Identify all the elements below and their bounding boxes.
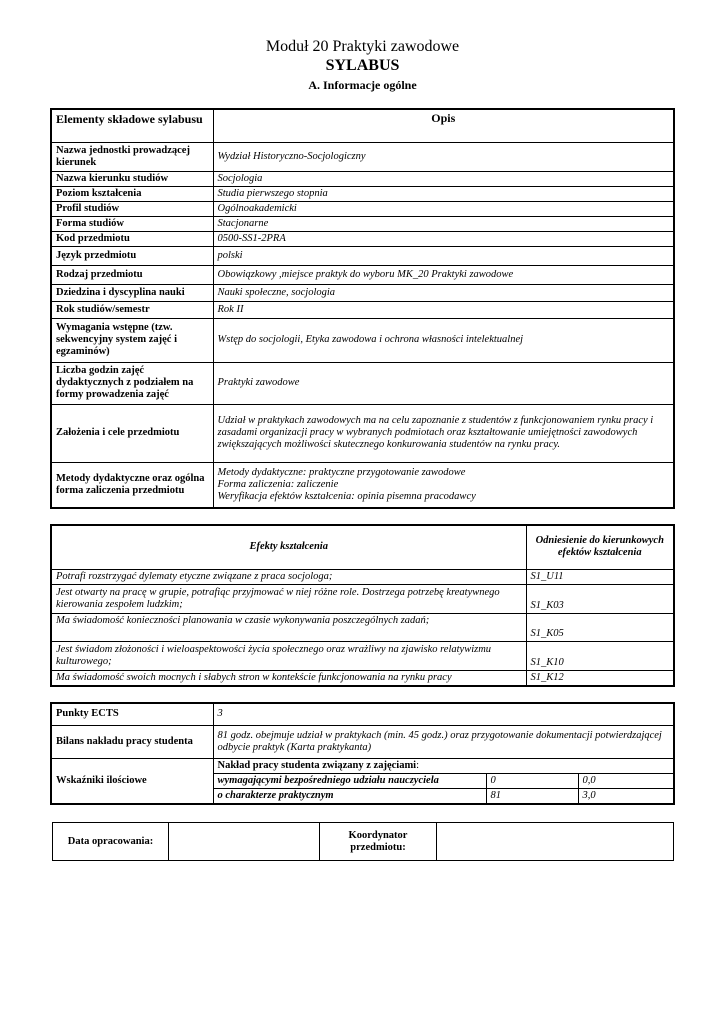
table-header-row bbox=[51, 525, 674, 569]
table-row bbox=[51, 231, 674, 246]
row-label: Język przedmiotu bbox=[51, 246, 213, 265]
table-row bbox=[53, 823, 674, 861]
table-row bbox=[51, 703, 674, 725]
value-line: Metody dydaktyczne: praktyczne przygotowanie zawodowe bbox=[217, 466, 466, 478]
general-info-table bbox=[50, 108, 675, 509]
column-header-reference: Odniesienie do kierunkowych efektów kształcenia bbox=[526, 525, 674, 569]
coordinator-label: Koordynator przedmiotu: bbox=[320, 823, 437, 861]
workload-ects: 3,0 bbox=[578, 788, 674, 804]
column-header-elements: Elementy składowe sylabusu bbox=[51, 109, 213, 142]
row-value: Wydział Historyczno-Socjologiczny bbox=[213, 142, 674, 171]
learning-outcomes-table bbox=[50, 524, 675, 687]
row-value: Wstęp do socjologii, Etyka zawodowa i ochrona własności intelektualnej bbox=[213, 318, 674, 362]
workload-row-label: o charakterze praktycznym bbox=[213, 788, 486, 804]
table-row bbox=[51, 641, 674, 670]
table-row bbox=[51, 670, 674, 686]
outcome-text: Jest otwarty na pracę w grupie, potrafiąc przyjmować w niej różne role. Dostrzega potrzebę kreatywnego kierowania zespołem ludzkim; bbox=[51, 584, 526, 613]
workload-balance-label: Bilans nakładu pracy studenta bbox=[51, 725, 213, 758]
outcome-code: S1_K03 bbox=[526, 584, 674, 613]
table-row bbox=[51, 613, 674, 641]
row-value: Studia pierwszego stopnia bbox=[213, 186, 674, 201]
row-value: Udział w praktykach zawodowych ma na celu zapoznanie z studentów z funkcjonowaniem rynku pracy i zasadami organizacji pracy w wybranych podmiotach oraz kształtowanie umiejętności zawodowych zwiększających możliwości skutecznego konkurowania studentów na rynku pracy. bbox=[213, 404, 674, 462]
indicators-label: Wskaźniki ilościowe bbox=[51, 758, 213, 804]
table-row bbox=[51, 725, 674, 758]
row-label: Wymagania wstępne (tzw. sekwencyjny system zajęć i egzaminów) bbox=[51, 318, 213, 362]
outcome-text: Ma świadomość konieczności planowania w czasie wykonywania poszczególnych zadań; bbox=[51, 613, 526, 641]
signature-table bbox=[52, 822, 674, 861]
row-label: Dziedzina i dyscyplina nauki bbox=[51, 284, 213, 301]
row-value: Stacjonarne bbox=[213, 216, 674, 231]
outcome-text: Jest świadom złożoności i wieloaspektowości życia społecznego oraz wrażliwy na zjawisko relatywizmu kulturowego; bbox=[51, 641, 526, 670]
table-row bbox=[51, 265, 674, 284]
table-row bbox=[51, 216, 674, 231]
row-label: Forma studiów bbox=[51, 216, 213, 231]
row-value: Nauki społeczne, socjologia bbox=[213, 284, 674, 301]
outcome-code: S1_K12 bbox=[526, 670, 674, 686]
row-value: polski bbox=[213, 246, 674, 265]
ects-table bbox=[50, 702, 675, 805]
row-value: 0500-SS1-2PRA bbox=[213, 231, 674, 246]
table-row bbox=[51, 318, 674, 362]
outcome-text: Potrafi rozstrzygać dylematy etyczne związane z praca socjologa; bbox=[51, 569, 526, 584]
table-row bbox=[51, 569, 674, 584]
table-row bbox=[51, 201, 674, 216]
coordinator-value bbox=[437, 823, 674, 861]
row-label: Metody dydaktyczne oraz ogólna forma zaliczenia przedmiotu bbox=[51, 462, 213, 508]
table-row bbox=[51, 404, 674, 462]
outcome-text: Ma świadomość swoich mocnych i słabych stron w kontekście funkcjonowania na rynku pracy bbox=[51, 670, 526, 686]
row-label: Rodzaj przedmiotu bbox=[51, 265, 213, 284]
document-title: Moduł 20 Praktyki zawodowe bbox=[265, 38, 460, 55]
ects-points-label: Punkty ECTS bbox=[51, 703, 213, 725]
date-label: Data opracowania: bbox=[53, 823, 169, 861]
table-row bbox=[51, 362, 674, 404]
outcome-code: S1_U11 bbox=[526, 569, 674, 584]
row-label: Liczba godzin zajęć dydaktycznych z podziałem na formy prowadzenia zajęć bbox=[51, 362, 213, 404]
table-row bbox=[51, 186, 674, 201]
row-label: Założenia i cele przedmiotu bbox=[51, 404, 213, 462]
row-value: Obowiązkowy ,miejsce praktyk do wyboru MK_20 Praktyki zawodowe bbox=[213, 265, 674, 284]
table-row bbox=[51, 171, 674, 186]
column-header-description: Opis bbox=[213, 109, 674, 142]
row-label: Nazwa kierunku studiów bbox=[51, 171, 213, 186]
workload-balance-value: 81 godz. obejmuje udział w praktykach (min. 45 godz.) oraz przygotowanie dokumentacji potwierdzającej odbycie praktyk (Karta praktykanta) bbox=[213, 725, 674, 758]
workload-ects: 0,0 bbox=[578, 773, 674, 788]
value-line: Weryfikacja efektów kształcenia: opinia pisemna pracodawcy bbox=[217, 490, 476, 502]
table-row bbox=[51, 584, 674, 613]
table-row bbox=[51, 301, 674, 318]
table-row bbox=[51, 758, 674, 773]
row-label: Profil studiów bbox=[51, 201, 213, 216]
table-row bbox=[51, 462, 674, 508]
table-row bbox=[51, 284, 674, 301]
document-subtitle: SYLABUS bbox=[325, 57, 400, 74]
value-line: Forma zaliczenia: zaliczenie bbox=[217, 478, 339, 490]
column-header-outcomes: Efekty kształcenia bbox=[51, 525, 526, 569]
table-header-row bbox=[51, 109, 674, 142]
table-row bbox=[51, 142, 674, 171]
row-value: Praktyki zawodowe bbox=[213, 362, 674, 404]
date-value bbox=[169, 823, 320, 861]
workload-heading: Nakład pracy studenta związany z zajęciami: bbox=[213, 758, 674, 773]
row-label: Kod przedmiotu bbox=[51, 231, 213, 246]
outcome-code: S1_K10 bbox=[526, 641, 674, 670]
workload-hours: 81 bbox=[486, 788, 578, 804]
row-value: Socjologia bbox=[213, 171, 674, 186]
workload-hours: 0 bbox=[486, 773, 578, 788]
row-value: Rok II bbox=[213, 301, 674, 318]
outcome-code: S1_K05 bbox=[526, 613, 674, 641]
ects-points-value: 3 bbox=[213, 703, 674, 725]
row-value bbox=[213, 462, 674, 508]
row-label: Nazwa jednostki prowadzącej kierunek bbox=[51, 142, 213, 171]
row-label: Rok studiów/semestr bbox=[51, 301, 213, 318]
workload-row-label: wymagającymi bezpośredniego udziału nauczyciela bbox=[213, 773, 486, 788]
table-row bbox=[51, 246, 674, 265]
section-heading: A. Informacje ogólne bbox=[308, 78, 417, 92]
row-label: Poziom kształcenia bbox=[51, 186, 213, 201]
row-value: Ogólnoakademicki bbox=[213, 201, 674, 216]
